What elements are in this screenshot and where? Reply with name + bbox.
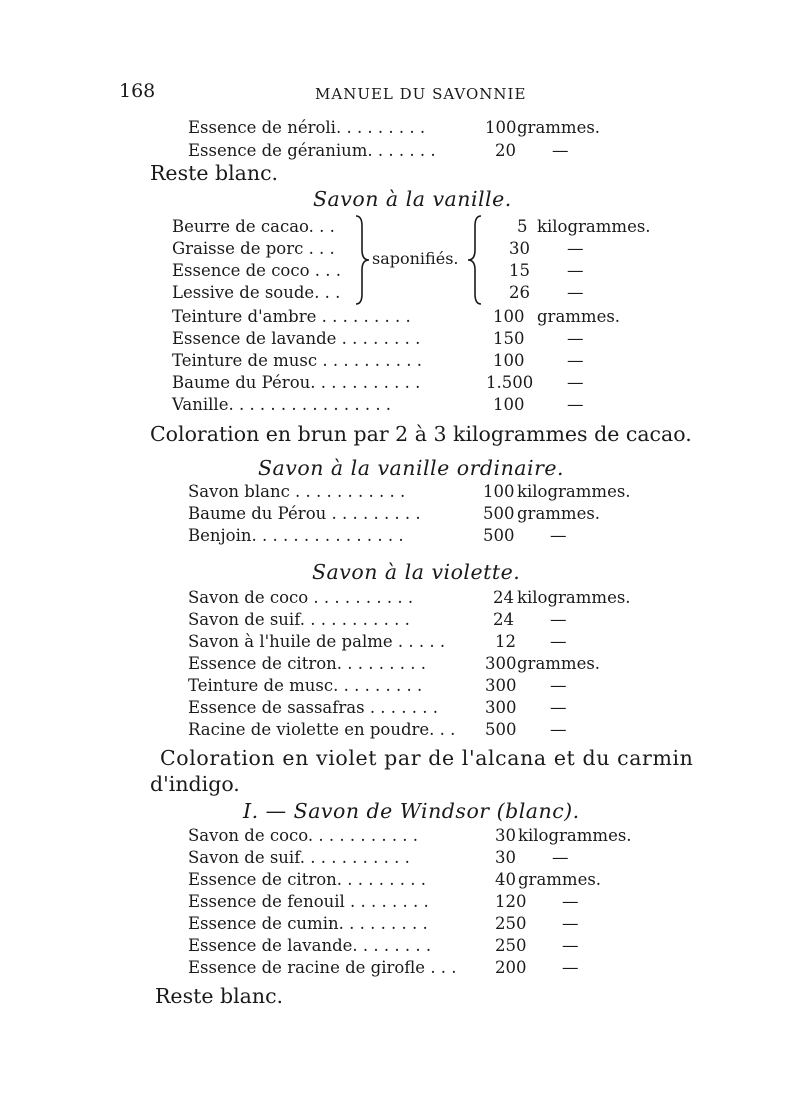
ingredient-qty: 100 <box>493 351 525 370</box>
ingredient-name: Essence de lavande. . . . . . . . <box>188 936 432 955</box>
ingredient-qty: 200 <box>495 958 527 977</box>
left-brace-icon <box>352 214 372 306</box>
saponified-label: saponifiés. <box>372 249 459 268</box>
ingredient-unit: — <box>552 141 569 160</box>
ingredient-qty: 24 <box>493 588 514 607</box>
recipe-title: Savon à la violette. <box>312 560 521 584</box>
ingredient-qty: 12 <box>495 632 516 651</box>
ingredient-name: Teinture de musc. . . . . . . . . <box>188 676 423 695</box>
recipe-note: Reste blanc. <box>155 984 284 1008</box>
ingredient-name: Essence de cumin. . . . . . . . . <box>188 914 428 933</box>
recipe-title: Savon à la vanille. <box>313 187 512 211</box>
ingredient-unit: — <box>562 936 579 955</box>
ingredient-qty: 250 <box>495 914 527 933</box>
ingredient-unit: kilogrammes. <box>537 217 651 236</box>
ingredient-qty: 24 <box>493 610 514 629</box>
recipe-note-continued: d'indigo. <box>150 772 240 796</box>
ingredient-name: Teinture de musc . . . . . . . . . . <box>172 351 422 370</box>
ingredient-name: Essence de sassafras . . . . . . . <box>188 698 438 717</box>
ingredient-name: Savon de coco. . . . . . . . . . . <box>188 826 419 845</box>
ingredient-unit: — <box>567 351 584 370</box>
ingredient-qty: 300 <box>485 676 517 695</box>
ingredient-unit: — <box>550 610 567 629</box>
ingredient-qty: 100 <box>493 307 525 326</box>
ingredient-qty: 30 <box>509 239 530 258</box>
ingredient-unit: — <box>567 395 584 414</box>
ingredient-qty: 30 <box>495 848 516 867</box>
ingredient-unit: — <box>567 373 584 392</box>
ingredient-name: Essence de néroli. . . . . . . . . <box>188 118 426 137</box>
ingredient-name: Essence de citron. . . . . . . . . <box>188 654 426 673</box>
ingredient-name: Savon blanc . . . . . . . . . . . <box>188 482 406 501</box>
ingredient-name: Essence de racine de girofle . . . <box>188 958 457 977</box>
ingredient-unit: kilogrammes. <box>517 482 631 501</box>
ingredient-qty: 500 <box>483 526 515 545</box>
ingredient-qty: 120 <box>495 892 527 911</box>
ingredient-name: Savon de suif. . . . . . . . . . . <box>188 848 410 867</box>
ingredient-unit: — <box>550 676 567 695</box>
ingredient-name: Baume du Pérou. . . . . . . . . . . <box>172 373 421 392</box>
ingredient-name: Baume du Pérou . . . . . . . . . <box>188 504 421 523</box>
ingredient-unit: — <box>567 261 584 280</box>
ingredient-unit: — <box>562 958 579 977</box>
ingredient-qty: 100 <box>483 482 515 501</box>
ingredient-name: Vanille. . . . . . . . . . . . . . . . <box>172 395 392 414</box>
ingredient-name: Essence de lavande . . . . . . . . <box>172 329 421 348</box>
ingredient-name: Benjoin. . . . . . . . . . . . . . . <box>188 526 404 545</box>
ingredient-name: Racine de violette en poudre. . . <box>188 720 456 739</box>
ingredient-name: Savon de suif. . . . . . . . . . . <box>188 610 410 629</box>
recipe-note: Reste blanc. <box>150 161 279 185</box>
ingredient-qty: 250 <box>495 936 527 955</box>
ingredient-unit: grammes. <box>517 118 601 137</box>
recipe-note: Coloration en violet par de l'alcana et du carmin <box>160 746 694 770</box>
ingredient-unit: grammes. <box>517 504 601 523</box>
ingredient-qty: 150 <box>493 329 525 348</box>
ingredient-unit: — <box>567 239 584 258</box>
ingredient-name: Savon de coco . . . . . . . . . . <box>188 588 414 607</box>
ingredient-qty: 500 <box>485 720 517 739</box>
ingredient-unit: grammes. <box>517 654 601 673</box>
ingredient-name: Essence de géranium. . . . . . . <box>188 141 436 160</box>
ingredient-unit: — <box>550 698 567 717</box>
ingredient-name: Essence de citron. . . . . . . . . <box>188 870 426 889</box>
ingredient-name: Lessive de soude. . . <box>172 283 341 302</box>
ingredient-name: Beurre de cacao. . . <box>172 217 335 236</box>
right-brace-icon <box>465 214 485 306</box>
ingredient-name: Savon à l'huile de palme . . . . . <box>188 632 446 651</box>
ingredient-unit: grammes. <box>537 307 621 326</box>
ingredient-unit: — <box>567 283 584 302</box>
ingredient-unit: — <box>552 848 569 867</box>
ingredient-qty: 15 <box>509 261 530 280</box>
ingredient-qty: 40 <box>495 870 516 889</box>
recipe-title: I. — Savon de Windsor (blanc). <box>243 799 580 823</box>
page-number: 168 <box>119 80 156 102</box>
ingredient-unit: — <box>562 892 579 911</box>
ingredient-name: Graisse de porc . . . <box>172 239 335 258</box>
ingredient-qty: 20 <box>495 141 516 160</box>
ingredient-qty: 5 <box>517 217 528 236</box>
ingredient-qty: 26 <box>509 283 530 302</box>
recipe-title: Savon à la vanille ordinaire. <box>258 456 565 480</box>
ingredient-qty: 100 <box>485 118 517 137</box>
ingredient-unit: — <box>562 914 579 933</box>
ingredient-unit: — <box>550 526 567 545</box>
running-title: MANUEL DU SAVONNIE <box>315 85 527 103</box>
ingredient-qty: 300 <box>485 698 517 717</box>
ingredient-unit: kilogrammes. <box>518 826 632 845</box>
ingredient-qty: 30 <box>495 826 516 845</box>
ingredient-unit: — <box>550 720 567 739</box>
ingredient-unit: grammes. <box>518 870 602 889</box>
recipe-note: Coloration en brun par 2 à 3 kilogrammes de cacao. <box>150 422 692 446</box>
ingredient-name: Teinture d'ambre . . . . . . . . . <box>172 307 411 326</box>
ingredient-unit: — <box>550 632 567 651</box>
ingredient-name: Essence de fenouil . . . . . . . . <box>188 892 429 911</box>
ingredient-qty: 100 <box>493 395 525 414</box>
ingredient-qty: 1.500 <box>486 373 534 392</box>
ingredient-unit: — <box>567 329 584 348</box>
ingredient-unit: kilogrammes. <box>517 588 631 607</box>
ingredient-name: Essence de coco . . . <box>172 261 342 280</box>
ingredient-qty: 500 <box>483 504 515 523</box>
ingredient-qty: 300 <box>485 654 517 673</box>
